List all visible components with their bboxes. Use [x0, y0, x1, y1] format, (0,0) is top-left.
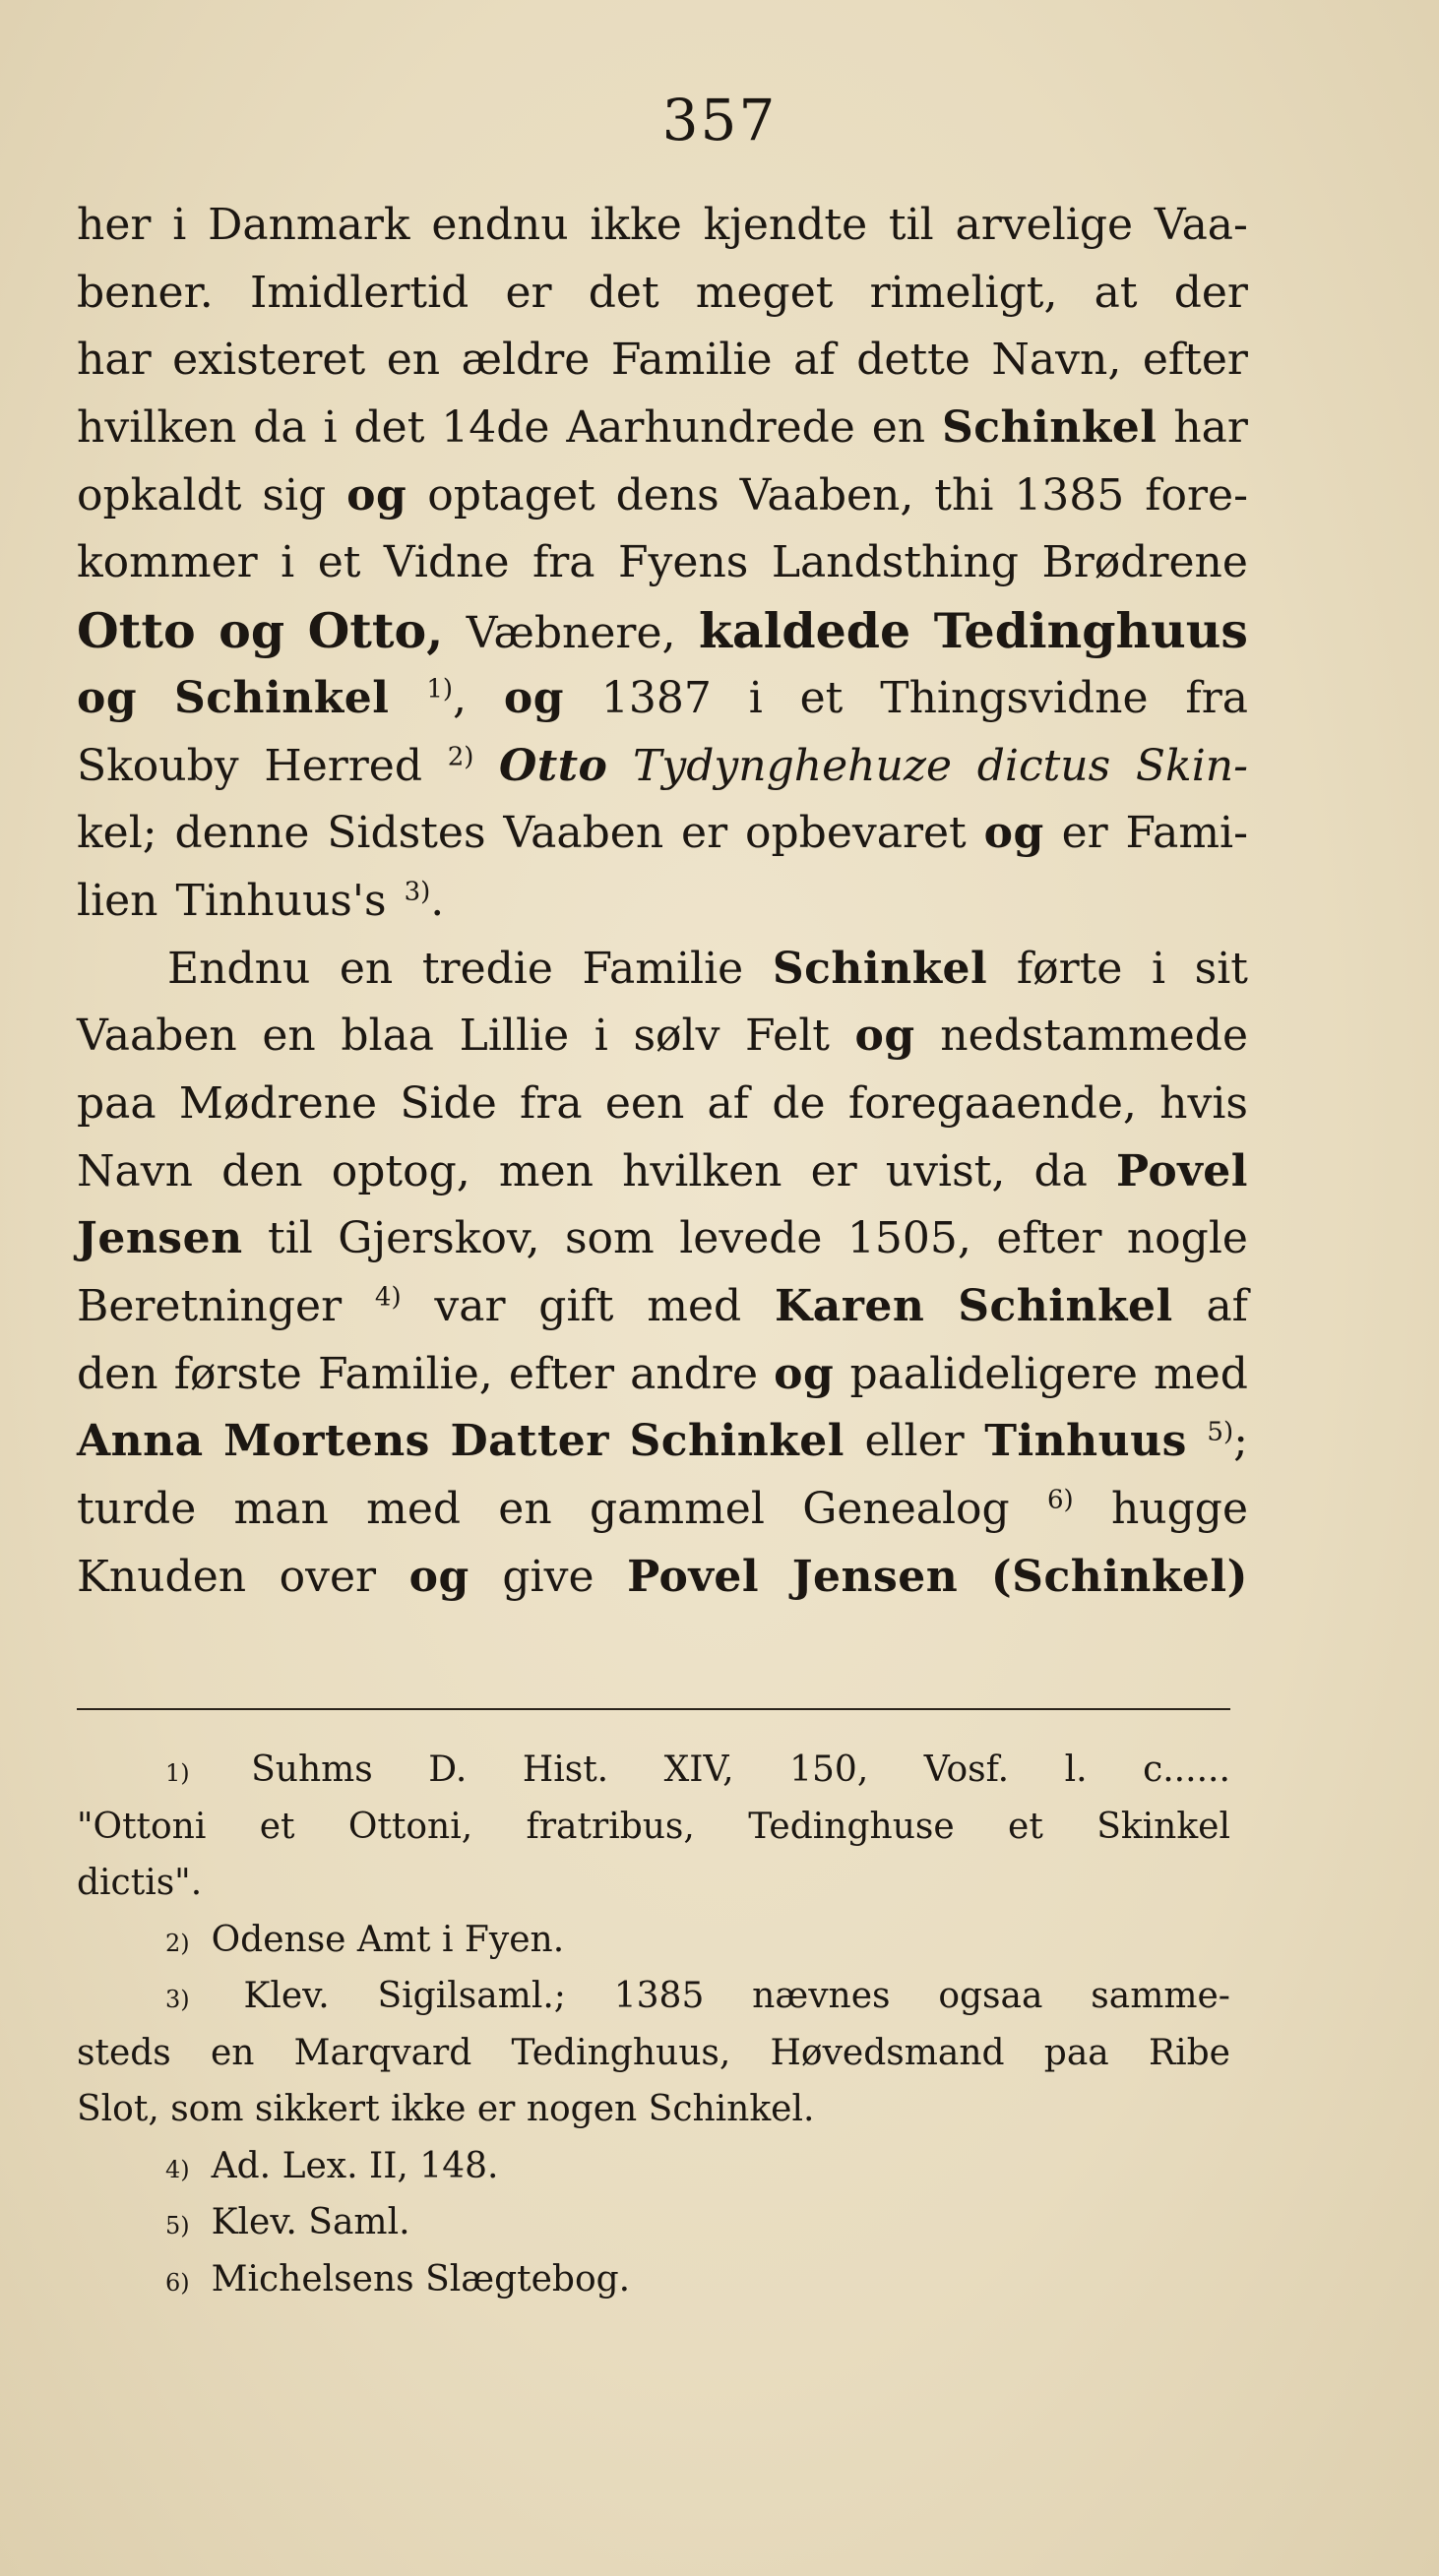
word: Landsthing: [771, 537, 1019, 588]
word: da: [253, 402, 307, 454]
word: denne: [174, 808, 310, 859]
word: de: [772, 1077, 826, 1129]
text-line: [77, 462, 1248, 530]
word: da: [1033, 1145, 1088, 1196]
word: $^{1)}$,: [426, 672, 467, 723]
word: og: [408, 1551, 469, 1602]
footnote-text: Michelsens Slægtebog.: [211, 2258, 631, 2300]
footnotes: [77, 1742, 1230, 2307]
word: Tydynghehuze: [633, 740, 953, 791]
word: første: [173, 1348, 302, 1399]
word: i: [172, 200, 187, 250]
word: sølv: [633, 1011, 720, 1062]
footnote-3-line-2: [77, 2025, 1230, 2082]
text-line: [77, 1071, 1248, 1138]
word: nedstammede: [940, 1011, 1248, 1062]
word: Schinkel: [173, 672, 390, 723]
word: et: [259, 1806, 295, 1847]
word: var: [434, 1281, 506, 1331]
word: her: [77, 200, 152, 250]
word: Vaaben: [77, 1011, 237, 1062]
word: Mødrene: [178, 1077, 378, 1129]
word: 1505,: [846, 1213, 971, 1264]
word: meget: [695, 267, 834, 318]
word: andre: [630, 1348, 758, 1399]
word: optaget: [427, 469, 595, 521]
text-line: [77, 1273, 1248, 1341]
word: det: [588, 267, 659, 318]
word: l.: [1064, 1749, 1088, 1790]
text-line: [77, 665, 1248, 733]
footnote-1-line-2: [77, 1799, 1230, 1856]
text-line: [77, 529, 1248, 597]
word: Knuden: [77, 1551, 247, 1602]
word: over: [279, 1551, 377, 1602]
word: er: [1061, 808, 1108, 859]
word: Beretninger: [77, 1281, 343, 1331]
word: og: [77, 672, 138, 723]
word: ældre: [461, 335, 591, 386]
word: et: [1008, 1806, 1043, 1847]
word: give: [502, 1551, 594, 1602]
word: Genealog: [802, 1484, 1010, 1535]
word: fra: [532, 537, 595, 588]
word: een: [604, 1077, 685, 1129]
word: Vidne: [383, 537, 510, 588]
word: nævnes: [752, 1976, 891, 2016]
footnote-text: dictis".: [77, 1863, 203, 1903]
footnote-3-line-1: 3) Klev. Sigilsaml.; 1385 nævnes ogsaa samme-: [77, 1968, 1230, 2025]
word: Høvedsmand: [770, 2032, 1005, 2073]
word: i: [323, 402, 338, 454]
word: optog,: [331, 1145, 470, 1196]
word: tredie: [421, 943, 553, 994]
word: Sidstes: [327, 808, 486, 859]
word: den: [77, 1348, 158, 1399]
word: af: [793, 335, 836, 386]
word: Navn: [77, 1145, 193, 1196]
word: Fami-: [1125, 808, 1248, 859]
word: den: [221, 1145, 303, 1196]
word: med: [647, 1281, 742, 1331]
word: bener.: [77, 267, 214, 318]
word: Mortens: [223, 1416, 430, 1467]
word: Jensen: [791, 1551, 959, 1602]
word: Schinkel: [941, 402, 1157, 454]
text-line: [77, 1341, 1248, 1409]
word: i: [594, 1011, 608, 1062]
word: rimeligt,: [869, 267, 1058, 318]
word: D.: [428, 1749, 468, 1790]
word: opbevaret: [745, 808, 967, 859]
word: turde: [77, 1484, 197, 1535]
word: Fyens: [618, 537, 749, 588]
footnote-6: 6) Michelsens Slægtebog.: [77, 2251, 1230, 2308]
word: er: [810, 1145, 857, 1196]
word: $^{5)}$;: [1207, 1416, 1248, 1467]
word: til: [888, 200, 934, 250]
word: Suhms: [251, 1749, 373, 1790]
word: har: [77, 335, 152, 386]
word: en: [386, 335, 441, 386]
word: nogle: [1126, 1213, 1248, 1264]
word: arvelige: [955, 200, 1134, 250]
footnote-text: Klev. Saml.: [211, 2202, 410, 2242]
text-line: [77, 1476, 1248, 1544]
word: gammel: [589, 1484, 765, 1535]
word: eller: [864, 1416, 965, 1467]
footnote-text: Ad. Lex. II, 148.: [211, 2145, 499, 2186]
word: kaldede: [699, 602, 911, 660]
word: Familie,: [318, 1348, 493, 1399]
word: Familie: [610, 335, 773, 386]
word: lien: [77, 875, 158, 926]
word: existeret: [172, 335, 366, 386]
word: Skin-: [1135, 740, 1248, 791]
word: Skinkel: [1096, 1806, 1230, 1847]
word: Tinhuus: [984, 1416, 1187, 1467]
word: dette: [856, 335, 970, 386]
word: 6): [1046, 1485, 1074, 1515]
word: Hist.: [522, 1749, 609, 1790]
word: Marqvard: [293, 2032, 472, 2073]
footnote-divider: [77, 1708, 1230, 1710]
word: 1385: [613, 1976, 705, 2016]
word: med: [366, 1484, 462, 1535]
text-line: [77, 597, 1248, 665]
word: hvilken: [622, 1145, 782, 1196]
word: Jensen: [77, 1213, 243, 1264]
word: kel;: [77, 808, 157, 859]
word: man: [233, 1484, 329, 1535]
word: en: [871, 402, 926, 454]
word: Tedinghuus: [933, 602, 1248, 660]
text-line: [77, 1205, 1248, 1273]
word: thi: [934, 469, 994, 521]
text-line: [77, 936, 1248, 1004]
word: og: [219, 602, 285, 660]
word: 1387: [600, 672, 712, 723]
word: levede: [679, 1213, 823, 1264]
word: Tedinghuus,: [511, 2032, 731, 2073]
footnote-1-line-3: [77, 1855, 1230, 1912]
word: og: [983, 808, 1044, 859]
word: en: [262, 1011, 316, 1062]
word: efter: [996, 1213, 1102, 1264]
word: Tedinghuse: [748, 1806, 955, 1847]
word: et: [317, 537, 361, 588]
footnote-text: Odense Amt i Fyen.: [211, 1919, 565, 1960]
word: Skouby: [77, 740, 239, 791]
word: paalideligere: [849, 1348, 1138, 1399]
word: uvist,: [885, 1145, 1006, 1196]
word: hugge: [1110, 1484, 1248, 1535]
word: Otto,: [307, 602, 444, 660]
word: Datter: [450, 1416, 609, 1467]
word: paa: [1043, 2032, 1109, 2073]
word: af: [1206, 1281, 1248, 1331]
word: og: [774, 1348, 835, 1399]
word: hvis: [1159, 1077, 1248, 1129]
word: Anna: [77, 1416, 204, 1467]
word: blaa: [341, 1011, 435, 1062]
word: Felt: [745, 1011, 830, 1062]
word: Otto: [499, 740, 608, 791]
word: Navn,: [991, 335, 1122, 386]
word: foregaaende,: [847, 1077, 1137, 1129]
text-line: [77, 1138, 1248, 1206]
word: i: [1151, 943, 1166, 994]
word: gift: [538, 1281, 614, 1331]
word: til: [268, 1213, 313, 1264]
word: Vaaben,: [739, 469, 914, 521]
word: der: [1173, 267, 1248, 318]
word: dictus: [976, 740, 1111, 791]
word: Schinkel: [958, 1281, 1173, 1331]
word: endnu: [431, 200, 569, 250]
word: efter: [1142, 335, 1248, 386]
footnote-3-line-3: [77, 2081, 1230, 2138]
word: og: [854, 1011, 915, 1062]
word: Thingsvidne: [880, 672, 1149, 723]
word: en: [339, 943, 394, 994]
word: steds: [77, 2032, 171, 2073]
word: Schinkel: [629, 1416, 845, 1467]
word: Vaa-: [1154, 200, 1248, 250]
word: at: [1094, 267, 1138, 318]
word: Povel: [627, 1551, 760, 1602]
word: sig: [262, 469, 327, 521]
word: ikke: [590, 200, 682, 250]
word: Klev.: [243, 1976, 330, 2016]
word: er: [681, 808, 728, 859]
word: Schinkel: [772, 943, 988, 994]
footnote-2: 2) Odense Amt i Fyen.: [77, 1912, 1230, 1969]
word: i: [281, 537, 295, 588]
word: Familie: [582, 943, 744, 994]
text-line: [77, 733, 1248, 801]
word: (Schinkel): [990, 1551, 1248, 1602]
word: Vosf.: [923, 1749, 1010, 1790]
word: er: [505, 267, 552, 318]
word: fra: [1185, 672, 1248, 723]
word: Ribe: [1148, 2032, 1230, 2073]
text-line: [77, 800, 1248, 868]
word: fratribus,: [526, 1806, 695, 1847]
main-text: [77, 192, 1248, 1611]
word: et: [799, 672, 844, 723]
footnote-text: Slot, som sikkert ikke er nogen Schinkel.: [77, 2089, 815, 2129]
text-line: [77, 260, 1248, 328]
word: $^{3)}$.: [404, 875, 445, 926]
word: Herred: [264, 740, 423, 791]
word: XIV,: [663, 1749, 734, 1790]
word: Lillie: [459, 1011, 570, 1062]
word: i: [748, 672, 763, 723]
page-number: 357: [661, 87, 778, 153]
word: kommer: [77, 537, 258, 588]
text-line: [77, 1003, 1248, 1071]
footnote-4: 4) Ad. Lex. II, 148.: [77, 2138, 1230, 2195]
word: 2): [447, 741, 474, 771]
word: "Ottoni: [77, 1806, 207, 1847]
word: af: [707, 1077, 750, 1129]
text-line: [77, 1544, 1248, 1612]
word: en: [210, 2032, 255, 2073]
word: Povel: [1115, 1145, 1248, 1196]
word: Gjerskov,: [338, 1213, 540, 1264]
word: 4): [374, 1282, 402, 1313]
word: sit: [1194, 943, 1248, 994]
word: har: [1173, 402, 1248, 454]
word: fore-: [1145, 469, 1248, 521]
word: 1385: [1014, 469, 1125, 521]
word: og: [346, 469, 407, 521]
word: Otto: [77, 602, 196, 660]
word: hvilken: [77, 402, 237, 454]
text-line: [77, 868, 1248, 936]
word: med: [1154, 1348, 1248, 1399]
word: Side: [400, 1077, 497, 1129]
word: Væbnere,: [466, 608, 676, 659]
text-line: [77, 1408, 1248, 1476]
word: Endnu: [167, 943, 311, 994]
footnote-1-line-1: 1) Suhms D. Hist. XIV, 150, Vosf. l. c......: [77, 1742, 1230, 1799]
word: samme-: [1091, 1976, 1230, 2016]
word: opkaldt: [77, 469, 242, 521]
word: men: [498, 1145, 594, 1196]
word: Aarhundrede: [566, 402, 855, 454]
word: det: [353, 402, 425, 454]
word: Vaaben: [503, 808, 664, 859]
word: Brødrene: [1041, 537, 1248, 588]
word: Sigilsaml.;: [377, 1976, 566, 2016]
word: Imidlertid: [249, 267, 469, 318]
word: kjendte: [703, 200, 868, 250]
word: Tinhuus's: [175, 875, 387, 926]
text-line: [77, 327, 1248, 395]
word: 150,: [789, 1749, 869, 1790]
footnote-5: 5) Klev. Saml.: [77, 2194, 1230, 2251]
word: som: [564, 1213, 655, 1264]
word: dens: [615, 469, 720, 521]
word: efter: [508, 1348, 614, 1399]
word: paa: [77, 1077, 156, 1129]
word: fra: [520, 1077, 583, 1129]
word: c......: [1143, 1749, 1230, 1790]
text-line: [77, 192, 1248, 260]
word: og: [503, 672, 564, 723]
word: Karen: [775, 1281, 925, 1331]
text-line: [77, 395, 1248, 462]
word: førte: [1016, 943, 1123, 994]
word: 14de: [441, 402, 550, 454]
word: Danmark: [208, 200, 410, 250]
word: Ottoni,: [347, 1806, 473, 1847]
word: ogsaa: [938, 1976, 1043, 2016]
word: en: [498, 1484, 552, 1535]
